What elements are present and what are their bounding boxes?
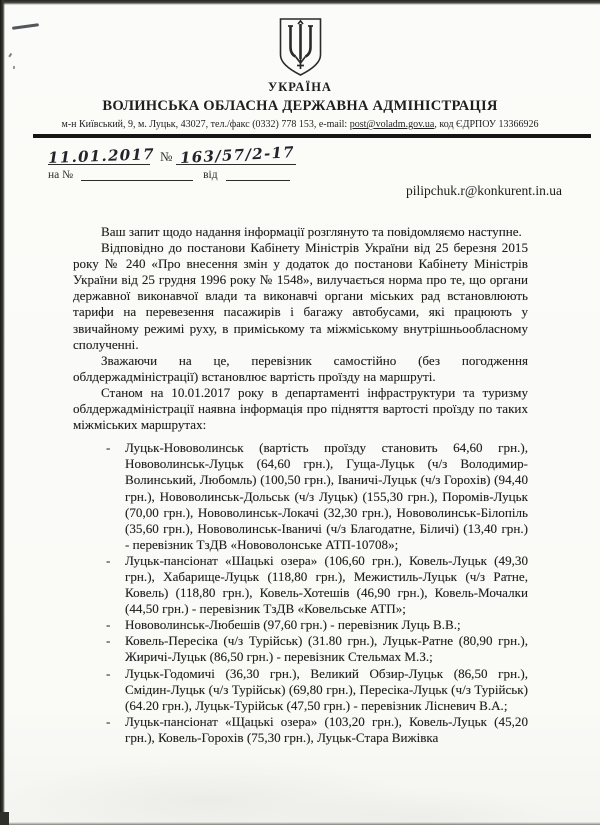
handwritten-date: 11.01.2017 (47, 145, 156, 167)
scan-edge-left (0, 0, 5, 825)
body-paragraph: Відповідно до постанови Кабінету Міністрів України від 25 березня 2015 року № 240 «Про внесення змін у додаток до постанови Кабінету Міністрів України від 25 грудня 1996 року № 1548», вилучається норма про те, що органи державної виконавчої влади та виконавчі органи міських рад встановлюють тарифи на перевезення пасажирів і багажу автобусами, які працюють у звичайному режимі руху, в приміському та міжміському внутрішньообласному сполученні. (73, 240, 528, 352)
bullet-dash: - (106, 665, 111, 681)
handwritten-number: 163/57/2-17 (180, 143, 296, 167)
organization-email: post@voladm.gov.ua (349, 119, 435, 130)
ukraine-trident-icon (277, 17, 324, 77)
organization-title: ВОЛИНСЬКА ОБЛАСНА ДЕРЖАВНА АДМІНІСТРАЦІЯ (102, 98, 498, 114)
bullet-dash: - (106, 552, 111, 568)
route-list-item (73, 617, 528, 633)
body-paragraph: Станом на 10.01.2017 року в департаменті інфраструктури та туризму облдержадміністрації наявна інформація про підняття вартості проїзду по таких міжміських маршрутах: (73, 384, 528, 433)
country-title: УКРАЇНА (268, 80, 332, 94)
address-text-tail: , код ЄДРПОУ 13366926 (434, 119, 539, 130)
recipient-email: pilipchuk.r@konkurent.in.ua (405, 183, 562, 198)
scan-edge-top (0, 0, 600, 5)
from-date-blank (226, 170, 290, 181)
number-label: № (160, 149, 173, 164)
letterhead (0, 17, 600, 138)
route-item-text: Луцьк-Нововолинськ (вартість проїзду становить 64,60 грн.), Нововолинськ-Луцьк (64,60 грн.), Гуща-Луцьк (ч/з Володимир-Волинський, Любомль) (100,50 грн.), Іваничі-Луцьк (ч/з Горохів) (94,40 грн.), Нововолинськ-Дольськ (ч/з Луцьк) (155,30 грн.), Поромів-Луцьк (70,00 грн.), Нововолинськ-Локачі (32,30 грн.), Нововолинськ-Білопіль (35,60 грн.), Нововолинськ-Іваничі (ч/з Благодатне, Біличі) (13,40 грн.) - перевізник ТзДВ «Нововолонське АТП-10708»; (125, 440, 528, 552)
reply-number-blank (81, 170, 193, 181)
from-label: від (203, 169, 218, 181)
organization-address (0, 119, 600, 131)
route-item-text: Луцьк-пансіонат «Шацькі озера» (106,60 грн.), Ковель-Луцьк (49,30 грн.), Хабарище-Луцьк (118,80 грн.), Межистиль-Луцьк (ч/з Ратне, Ковель) (118,80 грн.), Ковель-Хотешів (46,90 грн.), Ковель-Мочалки (44,50 грн.) - перевізник ТзДВ «Ковельське АТП»; (125, 552, 528, 617)
number-field (176, 143, 296, 167)
route-list-item (73, 440, 528, 553)
pen-speck (13, 66, 15, 69)
route-list-item (73, 633, 528, 665)
route-list-item (73, 714, 528, 746)
bullet-dash: - (106, 617, 111, 633)
bullet-dash: - (106, 713, 111, 729)
route-list-item (73, 553, 528, 617)
bullet-dash: - (106, 633, 111, 649)
routes-list (73, 440, 528, 746)
date-field (47, 145, 156, 167)
route-item-text: Луцьк-Годомичі (36,30 грн.), Великий Обзир-Луцьк (86,50 грн.), Смідин-Луцьк (ч/з Турійськ) (69,80 грн.), Пересіка-Луцьк (ч/з Турійськ) (64.20 грн.), Луцьк-Турійськ (47,50 грн.) - перевізник Лісневич В.А.; (125, 665, 528, 713)
route-item-text: Нововолинськ-Любешів (97,60 грн.) - перевізник Луць В.В.; (125, 617, 461, 633)
header-divider-rule (33, 134, 591, 138)
route-item-text: Луцьк-пансіонат «Щацькі озера» (103,20 грн.), Ковель-Луцьк (45,20 грн.), Ковель-Горохів (75,30 грн.), Луцьк-Стара Вижівка (125, 713, 528, 745)
bullet-dash: - (106, 440, 111, 456)
scan-corner-mark (0, 812, 9, 825)
address-text: м-н Київський, 9, м. Луцьк, 43027, тел./факс (0332) 778 153, e-mail: (61, 119, 350, 130)
reference-block (48, 142, 600, 181)
body-paragraph: Ваш запит щодо надання інформації розглянуто та повідомляємо наступне. (101, 224, 522, 239)
route-item-text: Ковель-Пересіка (ч/з Турійськ) (31.80 грн.), Луцьк-Ратне (80,90 грн.), Жиричі-Луцьк (86,50 грн.) - перевізник Стельмах М.З.; (125, 633, 528, 665)
route-list-item (73, 666, 528, 714)
body-paragraph: Зважаючи на це, перевізник самостійно (без погодження облдержадміністрації) встановлює вартість проїзду на маршруті. (73, 352, 528, 384)
reply-to-label: на № (48, 169, 74, 181)
letter-body (73, 224, 528, 746)
